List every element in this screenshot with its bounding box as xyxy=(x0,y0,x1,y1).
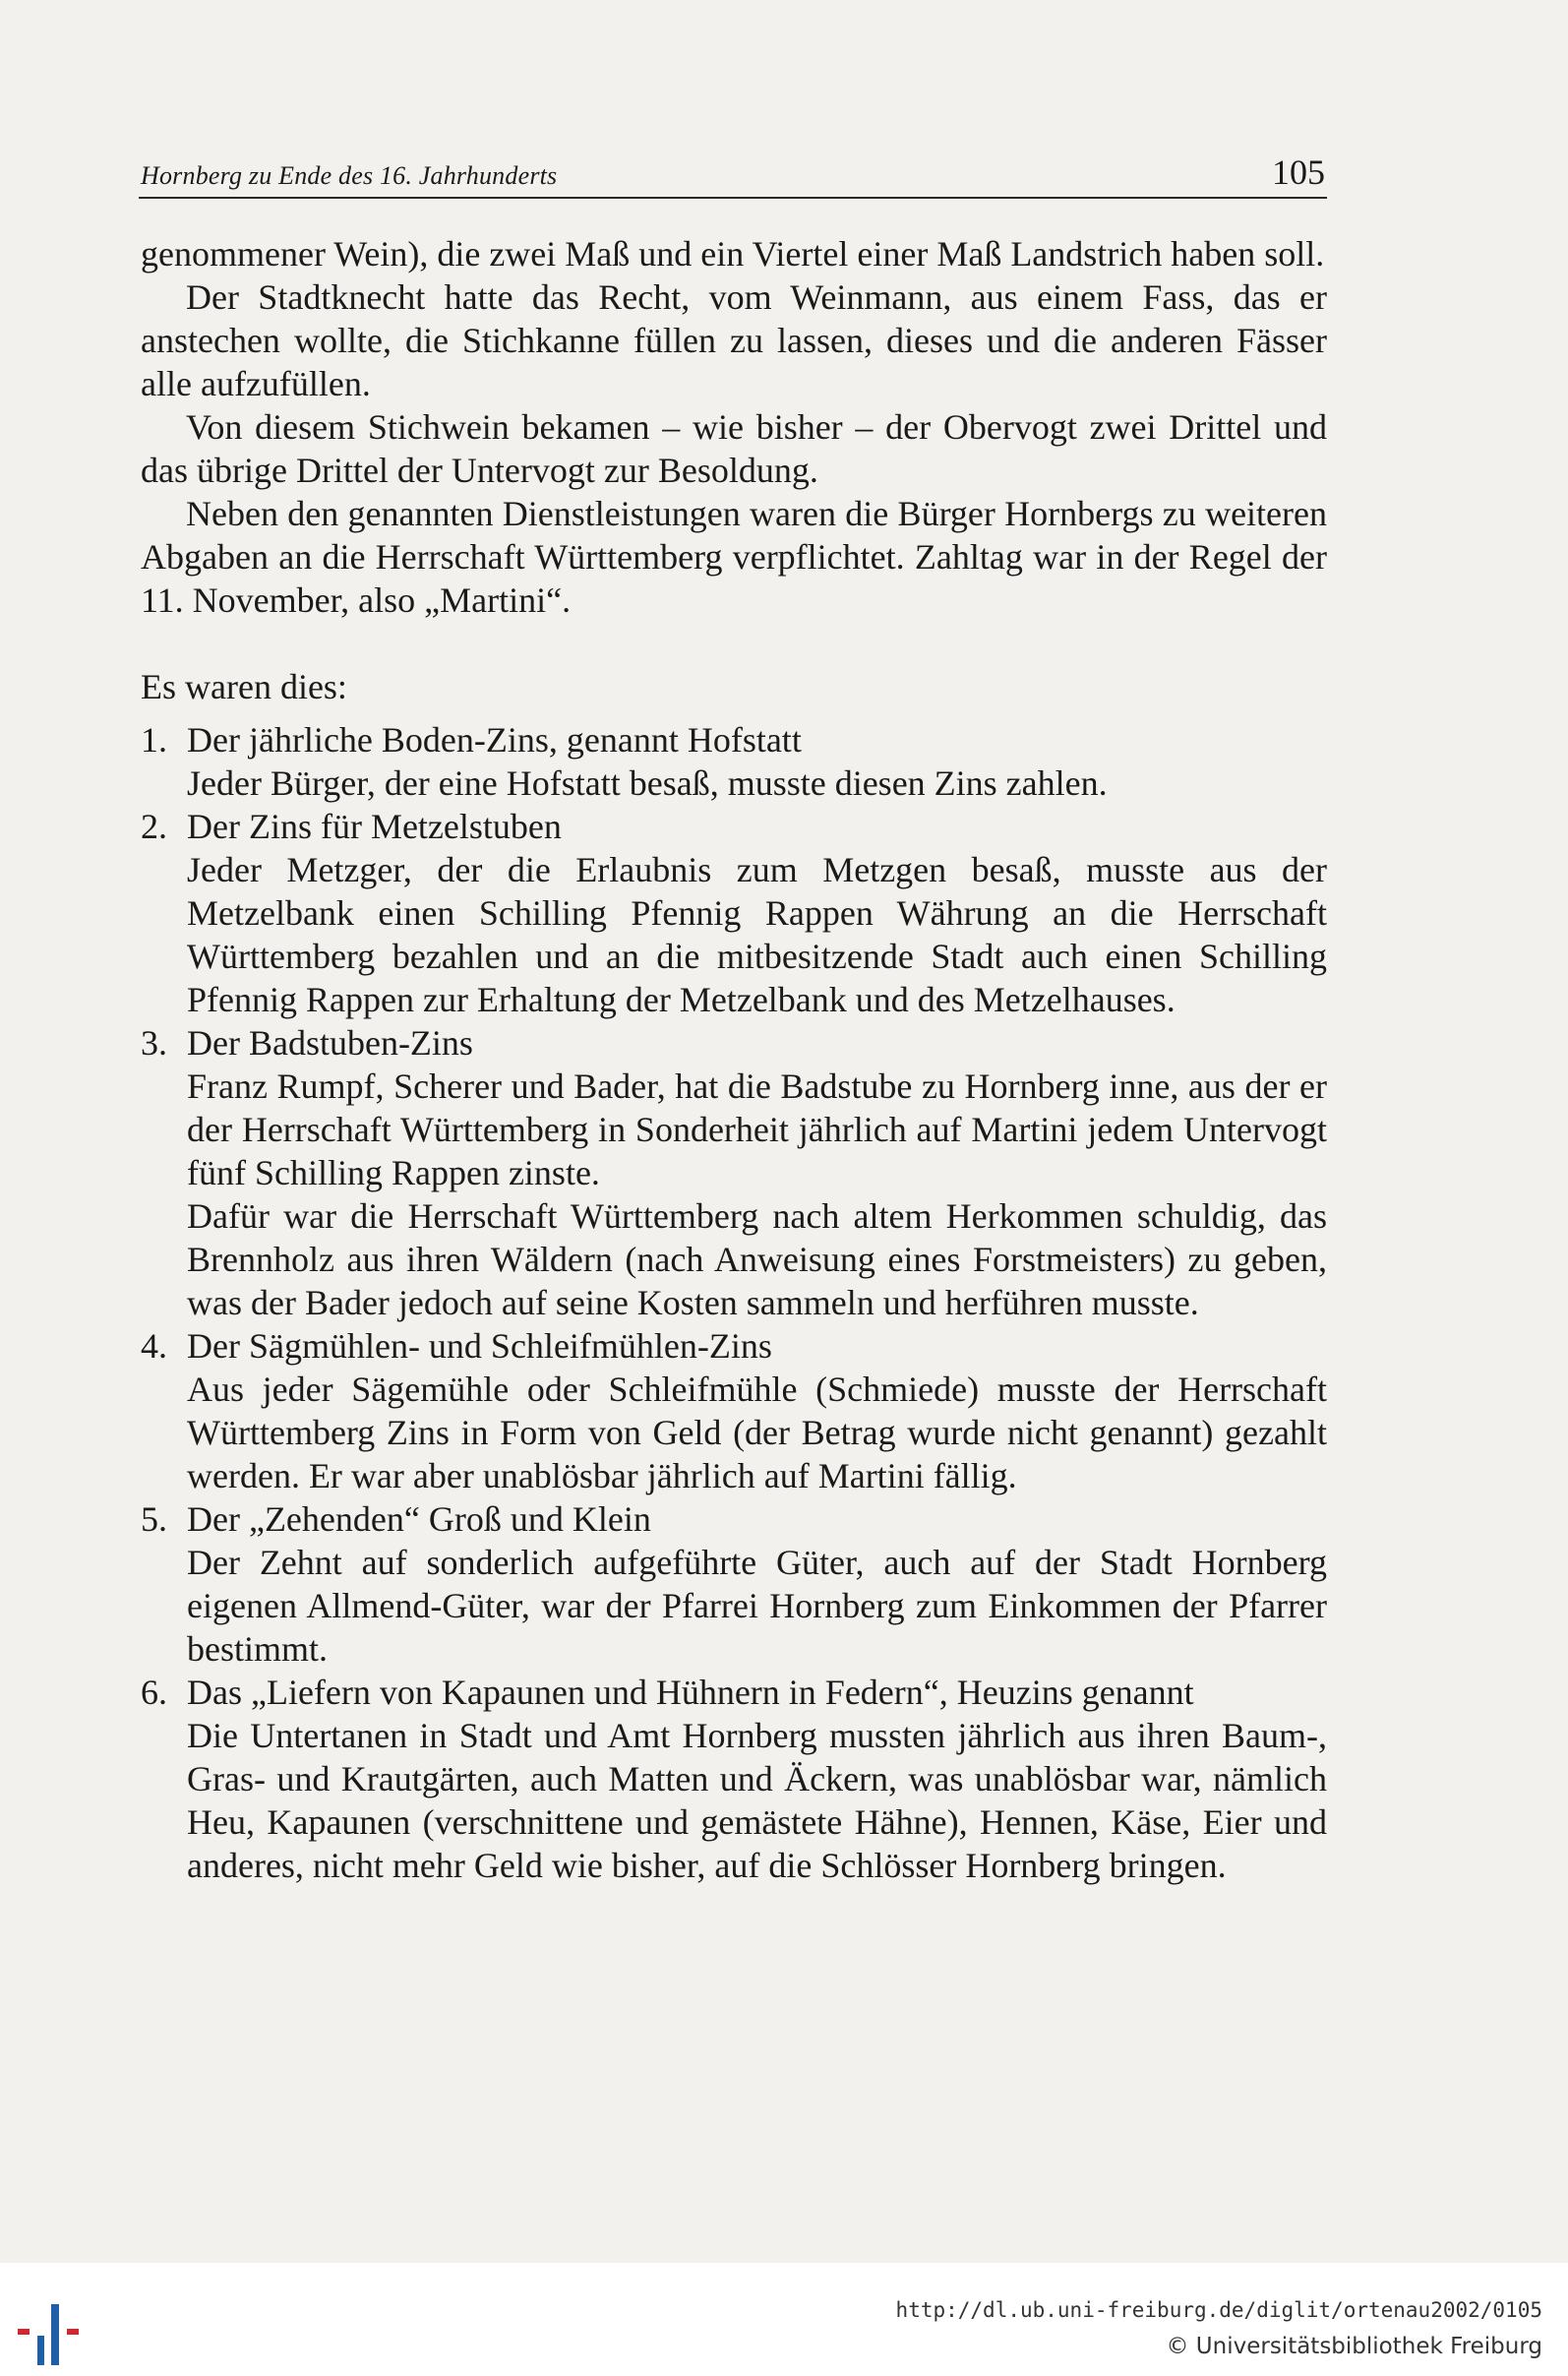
levy-list xyxy=(141,718,1327,1887)
paragraph: genommener Wein), die zwei Maß und ein Viertel einer Maß Landstrich haben soll. xyxy=(141,234,1325,274)
list-item xyxy=(141,1021,1327,1324)
item-body: Die Untertanen in Stadt und Amt Hornberg mussten jährlich aus ihren Baum-, Gras- und Krautgärten, auch Matten und Äckern, was unablösbar war, nämlich Heu, Kapaunen (verschnittene und gemästete Hähne), Hennen, Käse, Eier und anderes, nicht mehr Geld wie bisher, auf die Schlösser Hornberg bringen. xyxy=(187,1716,1327,1885)
item-number: 1. xyxy=(141,720,167,760)
item-title: Der „Zehenden“ Groß und Klein xyxy=(187,1499,651,1539)
list-item xyxy=(141,1671,1327,1887)
digitization-footer xyxy=(0,2263,1568,2376)
item-number: 5. xyxy=(141,1499,167,1539)
page-body xyxy=(141,232,1327,1887)
copyright-notice: © Universitätsbibliothek Freiburg xyxy=(1166,2334,1542,2359)
item-body: Aus jeder Sägemühle oder Schleifmühle (Schmiede) musste der Herrschaft Württemberg Zins in Form von Geld (der Betrag wurde nicht genannt) gezahlt werden. Er war aber unablösbar jährlich auf Martini fällig. xyxy=(187,1370,1327,1495)
item-body: Dafür war die Herrschaft Württemberg nach altem Herkommen schuldig, das Brennholz aus ihren Wäldern (nach Anweisung eines Forstmeisters) zu geben, was der Bader jedoch auf seine Kosten sammeln und herführen musste. xyxy=(187,1196,1327,1322)
list-item xyxy=(141,805,1327,1021)
item-body: Der Zehnt auf sonderlich aufgeführte Güter, auch auf der Stadt Hornberg eigenen Allmend-Güter, war der Pfarrei Hornberg zum Einkommen der Pfarrer bestimmt. xyxy=(187,1543,1327,1669)
source-url-link[interactable]: http://dl.ub.uni-freiburg.de/diglit/ortenau2002/0105 xyxy=(895,2298,1542,2322)
paragraph: Von diesem Stichwein bekamen – wie bisher – der Obervogt zwei Drittel und das übrige Drittel der Untervogt zur Besoldung. xyxy=(141,407,1327,490)
item-title: Der jährliche Boden-Zins, genannt Hofstatt xyxy=(187,720,802,760)
paragraph: Der Stadtknecht hatte das Recht, vom Weinmann, aus einem Fass, das er anstechen wollte, die Stichkanne füllen zu lassen, dieses und die anderen Fässer alle aufzufüllen. xyxy=(141,277,1327,403)
ub-freiburg-logo-icon xyxy=(16,2302,94,2367)
item-title: Der Badstuben-Zins xyxy=(187,1023,473,1063)
list-item xyxy=(141,1324,1327,1497)
item-number: 4. xyxy=(141,1326,167,1366)
page-header xyxy=(139,146,1327,199)
running-head: Hornberg zu Ende des 16. Jahrhunderts xyxy=(141,161,558,190)
item-number: 3. xyxy=(141,1023,167,1063)
list-item xyxy=(141,718,1327,805)
paragraph: Neben den genannten Dienstleistungen waren die Bürger Hornbergs zu weiteren Abgaben an die Herrschaft Württemberg verpflichtet. Zahltag war in der Regel der 11. November, also „Martini“. xyxy=(141,494,1327,620)
item-number: 2. xyxy=(141,807,167,846)
spacer xyxy=(141,622,1327,665)
item-title: Der Sägmühlen- und Schleifmühlen-Zins xyxy=(187,1326,772,1366)
item-title: Das „Liefern von Kapaunen und Hühnern in Federn“, Heuzins genannt xyxy=(187,1673,1194,1712)
page-number: 105 xyxy=(1272,152,1325,192)
item-body: Franz Rumpf, Scherer und Bader, hat die Badstube zu Hornberg inne, aus der er der Herrschaft Württemberg in Sonderheit jährlich auf Martini jedem Untervogt fünf Schilling Rappen zinste. xyxy=(187,1066,1327,1192)
item-number: 6. xyxy=(141,1673,167,1712)
list-item xyxy=(141,1497,1327,1671)
item-body: Jeder Bürger, der eine Hofstatt besaß, musste diesen Zins zahlen. xyxy=(187,763,1108,803)
list-intro: Es waren dies: xyxy=(141,667,347,706)
item-body: Jeder Metzger, der die Erlaubnis zum Metzgen besaß, musste aus der Metzelbank einen Schilling Pfennig Rappen Währung an die Herrschaft Württemberg bezahlen und an die mitbesitzende Stadt auch einen Schilling Pfennig Rappen zur Erhaltung der Metzelbank und des Metzelhauses. xyxy=(187,850,1327,1019)
item-title: Der Zins für Metzelstuben xyxy=(187,807,562,846)
